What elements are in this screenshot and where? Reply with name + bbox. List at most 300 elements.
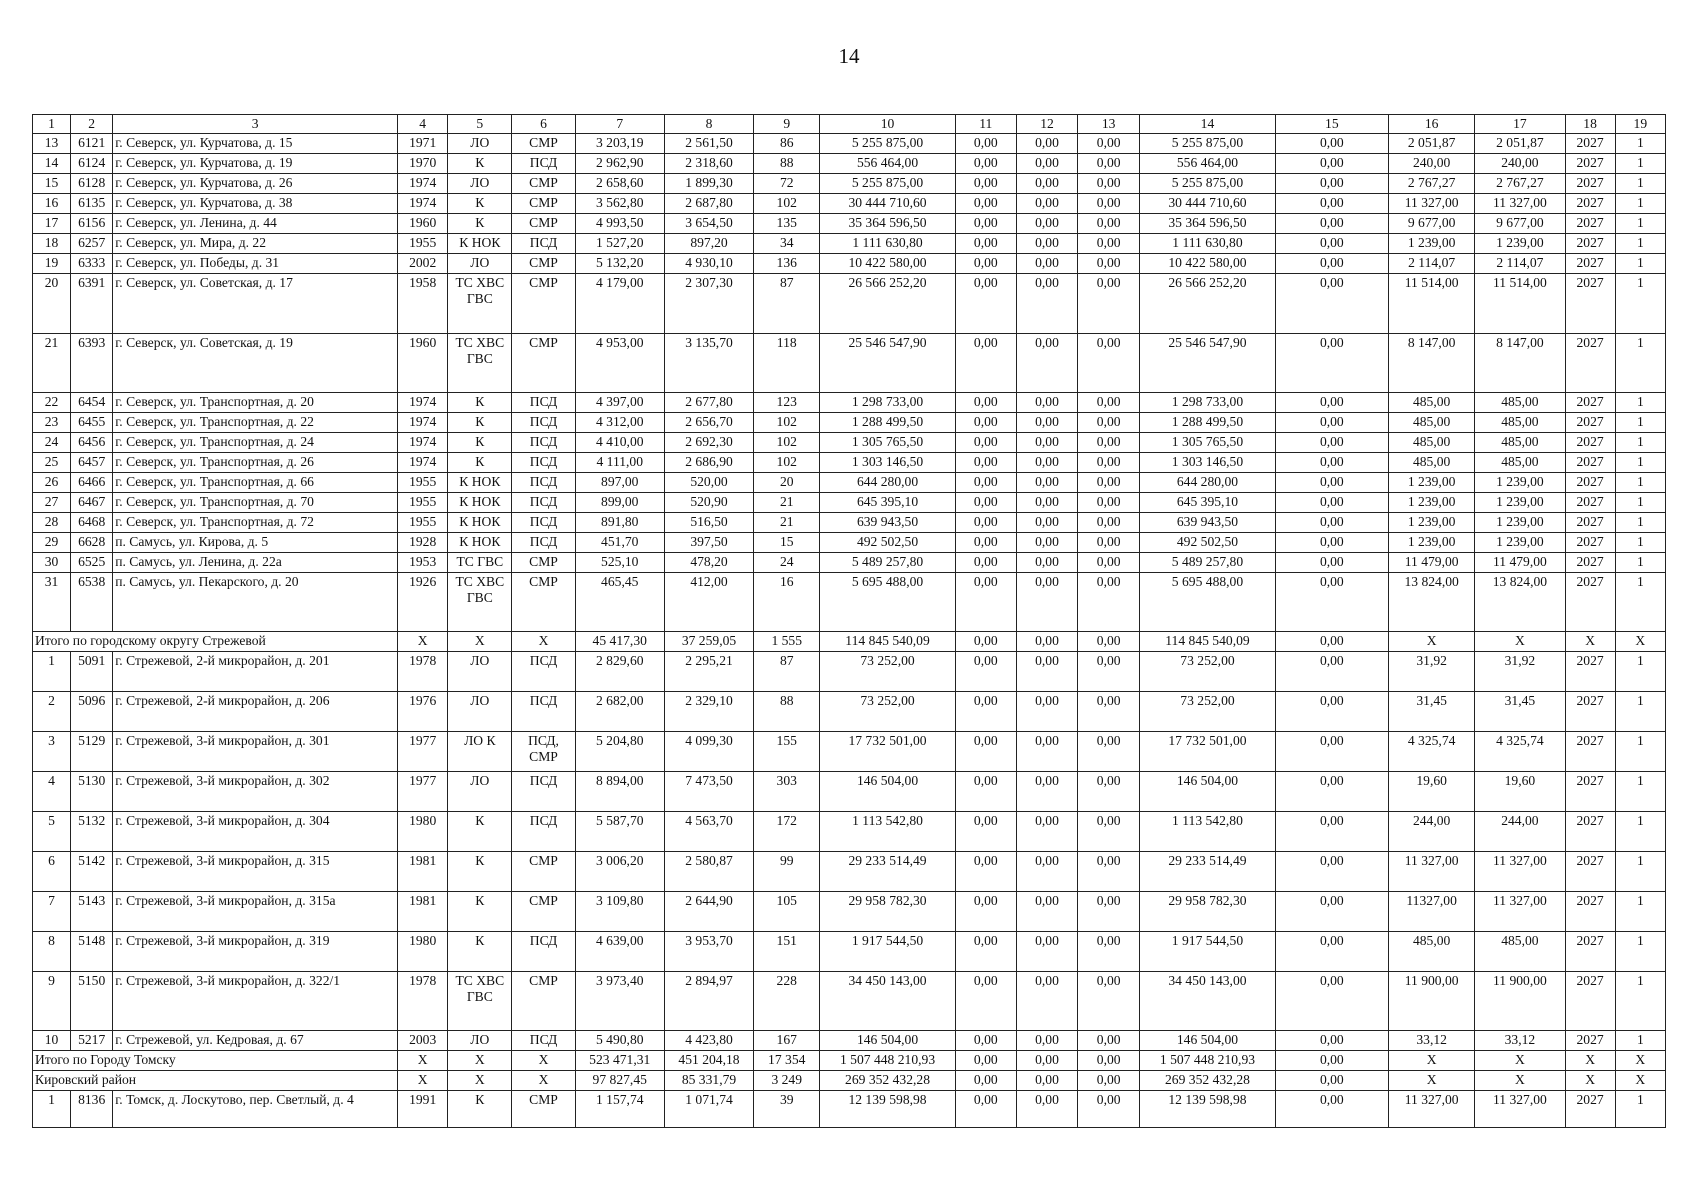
- cell-address: г. Стрежевой, 3-й микрорайон, д. 315а: [113, 892, 398, 932]
- summary-row: [33, 1071, 1666, 1091]
- cell-house-id: 5143: [71, 892, 113, 932]
- cell-residents: 21: [754, 513, 820, 533]
- cell-work-types: К НОК: [448, 234, 512, 254]
- cell-total-area: 523 471,31: [575, 1051, 664, 1071]
- cell-total-area: 8 894,00: [575, 772, 664, 812]
- cell-total-cost: 5 695 488,00: [820, 573, 955, 632]
- cell-cost-col-13: 0,00: [1078, 174, 1140, 194]
- cell-work-types: К: [448, 214, 512, 234]
- cell-unit-cost: 1 239,00: [1389, 533, 1475, 553]
- cell-max-unit-cost: 1 239,00: [1475, 533, 1565, 553]
- table-row: [33, 234, 1666, 254]
- cell-house-id: 5148: [71, 932, 113, 972]
- cell-cost-col-13: 0,00: [1078, 134, 1140, 154]
- cell-work-stage: ПСД: [512, 493, 575, 513]
- summary-label: Итого по городскому округу Стрежевой: [33, 632, 398, 652]
- cell-living-area: 2 656,70: [664, 413, 753, 433]
- cell-address: г. Северск, ул. Ленина, д. 44: [113, 214, 398, 234]
- cell-address: г. Северск, ул. Транспортная, д. 22: [113, 413, 398, 433]
- cell-living-area: 4 423,80: [664, 1031, 753, 1051]
- cell-col-19: 1: [1615, 334, 1665, 393]
- cell-total-cost: 146 504,00: [820, 772, 955, 812]
- cell-max-unit-cost: 11 327,00: [1475, 852, 1565, 892]
- cell-col-19: 1: [1615, 932, 1665, 972]
- cell-house-id: 6457: [71, 453, 113, 473]
- cell-year-built: 1955: [398, 493, 448, 513]
- cell-cost-col-15: 0,00: [1275, 1091, 1388, 1128]
- cell-total-cost: 73 252,00: [820, 652, 955, 692]
- cell-unit-cost: 33,12: [1389, 1031, 1475, 1051]
- cell-year-built: 2002: [398, 254, 448, 274]
- cell-cost-col-11: 0,00: [955, 1051, 1016, 1071]
- cell-row-number: 17: [33, 214, 71, 234]
- cell-row-number: 13: [33, 134, 71, 154]
- cell-address: г. Северск, ул. Советская, д. 19: [113, 334, 398, 393]
- table-row: [33, 772, 1666, 812]
- cell-house-id: 8136: [71, 1091, 113, 1128]
- cell-col-19: 1: [1615, 573, 1665, 632]
- cell-work-types: ТС ХВС ГВС: [448, 274, 512, 334]
- cell-cost-col-12: 0,00: [1016, 174, 1077, 194]
- column-number-16: 16: [1389, 115, 1475, 134]
- summary-label: Кировский район: [33, 1071, 398, 1091]
- cell-col-19: 1: [1615, 1031, 1665, 1051]
- cell-total-cost: 5 255 875,00: [820, 174, 955, 194]
- cell-total-area: 1 527,20: [575, 234, 664, 254]
- cell-cost-col-15: 0,00: [1275, 453, 1388, 473]
- cell-living-area: 3 654,50: [664, 214, 753, 234]
- cell-residents: 21: [754, 493, 820, 513]
- cell-unit-cost: X: [1389, 1051, 1475, 1071]
- cell-plan-year: 2027: [1565, 154, 1615, 174]
- cell-work-stage: СМР: [512, 1091, 575, 1128]
- cell-work-stage: ПСД: [512, 533, 575, 553]
- cell-cost-col-14: 492 502,50: [1140, 533, 1275, 553]
- cell-row-number: 21: [33, 334, 71, 393]
- cell-work-stage: ПСД: [512, 234, 575, 254]
- cell-work-types: К: [448, 393, 512, 413]
- cell-cost-col-11: 0,00: [955, 972, 1016, 1031]
- cell-total-cost: 1 113 542,80: [820, 812, 955, 852]
- cell-row-number: 30: [33, 553, 71, 573]
- table-row: [33, 274, 1666, 334]
- cell-year-built: 1926: [398, 573, 448, 632]
- cell-address: г. Северск, ул. Советская, д. 17: [113, 274, 398, 334]
- column-number-3: 3: [113, 115, 398, 134]
- cell-plan-year: 2027: [1565, 972, 1615, 1031]
- cell-max-unit-cost: 2 051,87: [1475, 134, 1565, 154]
- cell-address: г. Северск, ул. Курчатова, д. 19: [113, 154, 398, 174]
- cell-work-stage: СМР: [512, 852, 575, 892]
- cell-plan-year: 2027: [1565, 493, 1615, 513]
- cell-cost-col-13: 0,00: [1078, 772, 1140, 812]
- cell-total-area: 1 157,74: [575, 1091, 664, 1128]
- column-number-9: 9: [754, 115, 820, 134]
- column-number-12: 12: [1016, 115, 1077, 134]
- cell-living-area: 478,20: [664, 553, 753, 573]
- cell-year-built: 1960: [398, 214, 448, 234]
- cell-max-unit-cost: 31,92: [1475, 652, 1565, 692]
- cell-residents: 102: [754, 453, 820, 473]
- table-row: [33, 652, 1666, 692]
- cell-plan-year: 2027: [1565, 254, 1615, 274]
- cell-residents: 151: [754, 932, 820, 972]
- cell-row-number: 20: [33, 274, 71, 334]
- cell-work-stage: X: [512, 1071, 575, 1091]
- cell-year-built: 2003: [398, 1031, 448, 1051]
- cell-residents: 87: [754, 652, 820, 692]
- cell-house-id: 6466: [71, 473, 113, 493]
- cell-year-built: 1974: [398, 393, 448, 413]
- cell-cost-col-14: 10 422 580,00: [1140, 254, 1275, 274]
- cell-plan-year: 2027: [1565, 214, 1615, 234]
- cell-work-stage: ПСД: [512, 393, 575, 413]
- cell-cost-col-15: 0,00: [1275, 493, 1388, 513]
- cell-total-cost: 146 504,00: [820, 1031, 955, 1051]
- cell-cost-col-15: 0,00: [1275, 254, 1388, 274]
- cell-cost-col-13: 0,00: [1078, 892, 1140, 932]
- cell-work-stage: СМР: [512, 174, 575, 194]
- cell-house-id: 6628: [71, 533, 113, 553]
- cell-total-area: 4 111,00: [575, 453, 664, 473]
- cell-year-built: 1977: [398, 772, 448, 812]
- cell-house-id: 5129: [71, 732, 113, 772]
- cell-cost-col-12: 0,00: [1016, 932, 1077, 972]
- cell-unit-cost: 485,00: [1389, 932, 1475, 972]
- cell-col-19: 1: [1615, 513, 1665, 533]
- cell-work-stage: СМР: [512, 254, 575, 274]
- cell-year-built: 1955: [398, 234, 448, 254]
- cell-col-19: 1: [1615, 154, 1665, 174]
- cell-plan-year: 2027: [1565, 194, 1615, 214]
- cell-col-19: 1: [1615, 772, 1665, 812]
- cell-cost-col-12: 0,00: [1016, 254, 1077, 274]
- table-row: [33, 1091, 1666, 1128]
- table-row: [33, 533, 1666, 553]
- cell-max-unit-cost: 13 824,00: [1475, 573, 1565, 632]
- column-number-4: 4: [398, 115, 448, 134]
- cell-living-area: 2 692,30: [664, 433, 753, 453]
- cell-cost-col-14: 114 845 540,09: [1140, 632, 1275, 652]
- cell-total-area: 3 006,20: [575, 852, 664, 892]
- cell-cost-col-15: 0,00: [1275, 1031, 1388, 1051]
- cell-living-area: 2 580,87: [664, 852, 753, 892]
- cell-cost-col-15: 0,00: [1275, 892, 1388, 932]
- cell-total-area: 97 827,45: [575, 1071, 664, 1091]
- column-number-18: 18: [1565, 115, 1615, 134]
- cell-cost-col-13: 0,00: [1078, 692, 1140, 732]
- cell-total-cost: 639 943,50: [820, 513, 955, 533]
- cell-cost-col-11: 0,00: [955, 453, 1016, 473]
- cell-cost-col-12: 0,00: [1016, 852, 1077, 892]
- cell-address: г. Северск, ул. Транспортная, д. 26: [113, 453, 398, 473]
- cell-cost-col-15: 0,00: [1275, 334, 1388, 393]
- cell-cost-col-12: 0,00: [1016, 513, 1077, 533]
- cell-house-id: 5132: [71, 812, 113, 852]
- cell-col-19: 1: [1615, 254, 1665, 274]
- cell-cost-col-11: 0,00: [955, 214, 1016, 234]
- cell-col-19: 1: [1615, 413, 1665, 433]
- column-number-1: 1: [33, 115, 71, 134]
- cell-cost-col-13: 0,00: [1078, 334, 1140, 393]
- column-number-10: 10: [820, 115, 955, 134]
- cell-cost-col-14: 146 504,00: [1140, 772, 1275, 812]
- cell-cost-col-12: 0,00: [1016, 652, 1077, 692]
- table-row: [33, 393, 1666, 413]
- table-row: [33, 493, 1666, 513]
- table-row: [33, 852, 1666, 892]
- cell-col-19: 1: [1615, 433, 1665, 453]
- cell-total-cost: 1 111 630,80: [820, 234, 955, 254]
- cell-residents: 118: [754, 334, 820, 393]
- cell-work-stage: СМР: [512, 334, 575, 393]
- cell-row-number: 22: [33, 393, 71, 413]
- cell-plan-year: 2027: [1565, 174, 1615, 194]
- cell-house-id: 6393: [71, 334, 113, 393]
- cell-cost-col-15: 0,00: [1275, 194, 1388, 214]
- summary-row: [33, 632, 1666, 652]
- cell-cost-col-13: 0,00: [1078, 1051, 1140, 1071]
- cell-plan-year: 2027: [1565, 274, 1615, 334]
- cell-row-number: 9: [33, 972, 71, 1031]
- cell-cost-col-14: 25 546 547,90: [1140, 334, 1275, 393]
- table-row: [33, 1031, 1666, 1051]
- cell-row-number: 4: [33, 772, 71, 812]
- cell-year-built: 1977: [398, 732, 448, 772]
- cell-total-area: 4 312,00: [575, 413, 664, 433]
- cell-residents: 123: [754, 393, 820, 413]
- cell-cost-col-15: 0,00: [1275, 1071, 1388, 1091]
- cell-cost-col-12: 0,00: [1016, 154, 1077, 174]
- cell-total-cost: 269 352 432,28: [820, 1071, 955, 1091]
- cell-house-id: 6467: [71, 493, 113, 513]
- cell-work-stage: СМР: [512, 134, 575, 154]
- cell-work-types: К НОК: [448, 533, 512, 553]
- cell-cost-col-15: 0,00: [1275, 573, 1388, 632]
- column-number-11: 11: [955, 115, 1016, 134]
- cell-cost-col-12: 0,00: [1016, 413, 1077, 433]
- table-row: [33, 932, 1666, 972]
- cell-cost-col-13: 0,00: [1078, 393, 1140, 413]
- cell-cost-col-15: 0,00: [1275, 652, 1388, 692]
- cell-max-unit-cost: 485,00: [1475, 393, 1565, 413]
- cell-year-built: 1953: [398, 553, 448, 573]
- cell-total-area: 891,80: [575, 513, 664, 533]
- cell-address: г. Томск, д. Лоскутово, пер. Светлый, д. 4: [113, 1091, 398, 1128]
- cell-address: г. Северск, ул. Курчатова, д. 26: [113, 174, 398, 194]
- cell-cost-col-12: 0,00: [1016, 194, 1077, 214]
- repair-program-table: [32, 114, 1666, 1128]
- cell-row-number: 2: [33, 692, 71, 732]
- table-row: [33, 254, 1666, 274]
- cell-cost-col-11: 0,00: [955, 812, 1016, 852]
- cell-unit-cost: 2 051,87: [1389, 134, 1475, 154]
- cell-cost-col-11: 0,00: [955, 652, 1016, 692]
- cell-address: г. Стрежевой, 3-й микрорайон, д. 304: [113, 812, 398, 852]
- cell-work-types: ЛО: [448, 254, 512, 274]
- cell-cost-col-13: 0,00: [1078, 234, 1140, 254]
- cell-house-id: 6538: [71, 573, 113, 632]
- cell-cost-col-11: 0,00: [955, 892, 1016, 932]
- cell-cost-col-15: 0,00: [1275, 772, 1388, 812]
- cell-max-unit-cost: 11 327,00: [1475, 892, 1565, 932]
- cell-work-types: X: [448, 1051, 512, 1071]
- cell-total-cost: 5 255 875,00: [820, 134, 955, 154]
- cell-unit-cost: 1 239,00: [1389, 234, 1475, 254]
- cell-col-19: 1: [1615, 134, 1665, 154]
- cell-year-built: 1980: [398, 812, 448, 852]
- cell-work-stage: X: [512, 1051, 575, 1071]
- cell-address: п. Самусь, ул. Пекарского, д. 20: [113, 573, 398, 632]
- cell-residents: 24: [754, 553, 820, 573]
- cell-address: г. Стрежевой, 3-й микрорайон, д. 319: [113, 932, 398, 972]
- cell-cost-col-13: 0,00: [1078, 473, 1140, 493]
- cell-work-types: К: [448, 453, 512, 473]
- cell-total-area: 45 417,30: [575, 632, 664, 652]
- cell-plan-year: 2027: [1565, 234, 1615, 254]
- cell-unit-cost: 8 147,00: [1389, 334, 1475, 393]
- cell-residents: 105: [754, 892, 820, 932]
- table-row: [33, 134, 1666, 154]
- cell-total-area: 3 109,80: [575, 892, 664, 932]
- cell-living-area: 2 307,30: [664, 274, 753, 334]
- cell-work-types: К: [448, 852, 512, 892]
- cell-unit-cost: 11 514,00: [1389, 274, 1475, 334]
- cell-cost-col-13: 0,00: [1078, 274, 1140, 334]
- cell-residents: 16: [754, 573, 820, 632]
- cell-work-stage: ПСД: [512, 812, 575, 852]
- cell-total-cost: 17 732 501,00: [820, 732, 955, 772]
- cell-cost-col-12: 0,00: [1016, 493, 1077, 513]
- cell-total-area: 3 973,40: [575, 972, 664, 1031]
- cell-residents: 87: [754, 274, 820, 334]
- cell-unit-cost: 485,00: [1389, 433, 1475, 453]
- cell-living-area: 1 899,30: [664, 174, 753, 194]
- cell-unit-cost: 485,00: [1389, 453, 1475, 473]
- column-number-6: 6: [512, 115, 575, 134]
- cell-work-stage: СМР: [512, 972, 575, 1031]
- cell-residents: 102: [754, 194, 820, 214]
- cell-max-unit-cost: 1 239,00: [1475, 234, 1565, 254]
- column-number-7: 7: [575, 115, 664, 134]
- cell-house-id: 6124: [71, 154, 113, 174]
- cell-work-stage: ПСД: [512, 433, 575, 453]
- cell-unit-cost: 31,45: [1389, 692, 1475, 732]
- cell-col-19: X: [1615, 1071, 1665, 1091]
- cell-residents: 172: [754, 812, 820, 852]
- cell-row-number: 5: [33, 812, 71, 852]
- cell-unit-cost: X: [1389, 632, 1475, 652]
- table-row: [33, 194, 1666, 214]
- cell-total-cost: 1 288 499,50: [820, 413, 955, 433]
- cell-residents: 17 354: [754, 1051, 820, 1071]
- cell-cost-col-13: 0,00: [1078, 812, 1140, 852]
- cell-total-area: 4 397,00: [575, 393, 664, 413]
- cell-cost-col-15: 0,00: [1275, 473, 1388, 493]
- cell-cost-col-11: 0,00: [955, 154, 1016, 174]
- cell-total-cost: 10 422 580,00: [820, 254, 955, 274]
- cell-work-types: К: [448, 413, 512, 433]
- cell-living-area: 412,00: [664, 573, 753, 632]
- cell-cost-col-13: 0,00: [1078, 154, 1140, 174]
- cell-total-cost: 35 364 596,50: [820, 214, 955, 234]
- cell-total-area: 5 490,80: [575, 1031, 664, 1051]
- cell-plan-year: 2027: [1565, 334, 1615, 393]
- cell-cost-col-14: 29 233 514,49: [1140, 852, 1275, 892]
- table-row: [33, 413, 1666, 433]
- cell-unit-cost: 4 325,74: [1389, 732, 1475, 772]
- cell-work-types: К НОК: [448, 513, 512, 533]
- cell-cost-col-15: 0,00: [1275, 234, 1388, 254]
- cell-cost-col-12: 0,00: [1016, 334, 1077, 393]
- cell-row-number: 16: [33, 194, 71, 214]
- cell-work-stage: ПСД: [512, 932, 575, 972]
- cell-unit-cost: 1 239,00: [1389, 473, 1475, 493]
- cell-total-cost: 1 303 146,50: [820, 453, 955, 473]
- cell-cost-col-14: 1 298 733,00: [1140, 393, 1275, 413]
- cell-col-19: 1: [1615, 393, 1665, 413]
- cell-living-area: 520,00: [664, 473, 753, 493]
- cell-row-number: 14: [33, 154, 71, 174]
- cell-address: г. Северск, ул. Транспортная, д. 66: [113, 473, 398, 493]
- cell-address: п. Самусь, ул. Ленина, д. 22а: [113, 553, 398, 573]
- column-number-5: 5: [448, 115, 512, 134]
- cell-cost-col-13: 0,00: [1078, 732, 1140, 772]
- cell-address: г. Северск, ул. Курчатова, д. 38: [113, 194, 398, 214]
- cell-cost-col-11: 0,00: [955, 1071, 1016, 1091]
- cell-col-19: 1: [1615, 194, 1665, 214]
- cell-col-19: 1: [1615, 493, 1665, 513]
- cell-cost-col-11: 0,00: [955, 772, 1016, 812]
- cell-max-unit-cost: X: [1475, 632, 1565, 652]
- cell-cost-col-12: 0,00: [1016, 1091, 1077, 1128]
- cell-col-19: 1: [1615, 732, 1665, 772]
- cell-row-number: 3: [33, 732, 71, 772]
- cell-residents: 155: [754, 732, 820, 772]
- cell-address: г. Стрежевой, 3-й микрорайон, д. 322/1: [113, 972, 398, 1031]
- cell-address: г. Стрежевой, 3-й микрорайон, д. 302: [113, 772, 398, 812]
- cell-cost-col-11: 0,00: [955, 433, 1016, 453]
- column-number-8: 8: [664, 115, 753, 134]
- cell-work-types: К: [448, 932, 512, 972]
- column-number-15: 15: [1275, 115, 1388, 134]
- cell-cost-col-12: 0,00: [1016, 393, 1077, 413]
- cell-year-built: 1981: [398, 892, 448, 932]
- cell-plan-year: 2027: [1565, 453, 1615, 473]
- cell-address: г. Северск, ул. Транспортная, д. 72: [113, 513, 398, 533]
- summary-label: Итого по Городу Томску: [33, 1051, 398, 1071]
- cell-house-id: 5091: [71, 652, 113, 692]
- cell-cost-col-12: 0,00: [1016, 632, 1077, 652]
- cell-cost-col-14: 34 450 143,00: [1140, 972, 1275, 1031]
- cell-residents: 136: [754, 254, 820, 274]
- cell-work-types: К: [448, 154, 512, 174]
- cell-cost-col-12: 0,00: [1016, 533, 1077, 553]
- cell-year-built: 1970: [398, 154, 448, 174]
- cell-cost-col-14: 1 507 448 210,93: [1140, 1051, 1275, 1071]
- cell-living-area: 7 473,50: [664, 772, 753, 812]
- cell-work-stage: СМР: [512, 553, 575, 573]
- cell-year-built: 1981: [398, 852, 448, 892]
- cell-living-area: 3 953,70: [664, 932, 753, 972]
- cell-cost-col-14: 17 732 501,00: [1140, 732, 1275, 772]
- cell-plan-year: 2027: [1565, 1031, 1615, 1051]
- cell-unit-cost: 11 327,00: [1389, 1091, 1475, 1128]
- cell-cost-col-11: 0,00: [955, 692, 1016, 732]
- cell-unit-cost: 19,60: [1389, 772, 1475, 812]
- cell-work-stage: СМР: [512, 214, 575, 234]
- cell-total-area: 5 587,70: [575, 812, 664, 852]
